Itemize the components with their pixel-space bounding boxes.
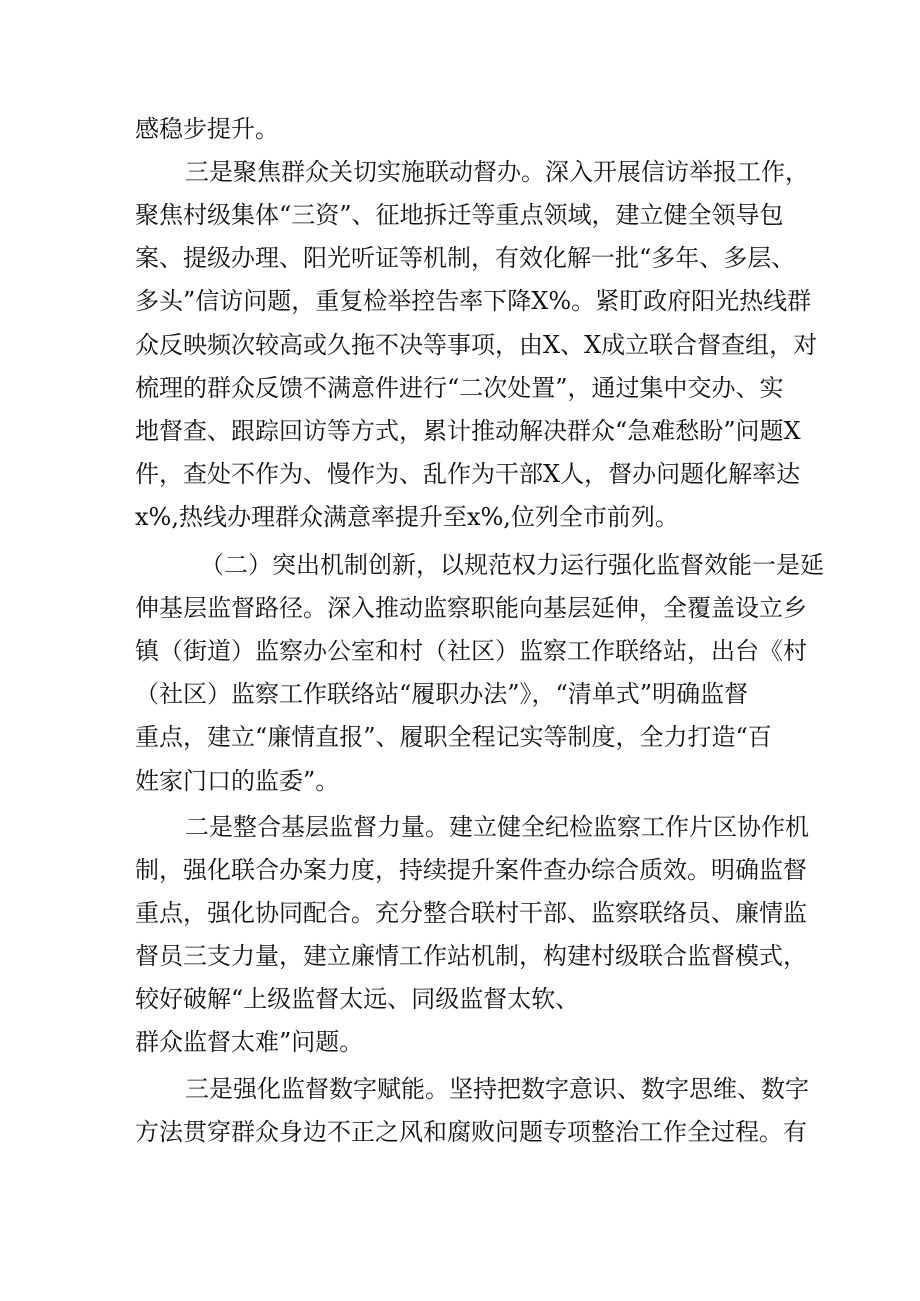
text-line: 较好破解“上级监督太远、同级监督太软、 [135, 985, 580, 1013]
text-line: （二）突出机制创新，以规范权力运行强化监督效能一是延 [200, 551, 824, 579]
text-line: 聚焦村级集体“三资”、征地拆迁等重点领域，建立健全领导包 [135, 201, 784, 229]
text-line: 督员三支力量，建立廉情工作站机制，构建村级联合监督模式， [135, 942, 807, 970]
text-line: 姓家门口的监委”。 [135, 767, 340, 795]
text-line: （社区）监察工作联络站“履职办法”》，“清单式”明确监督 [135, 680, 749, 708]
text-line: 多头”信访问题，重复检举控告率下降X%。紧盯政府阳光热线群 [135, 287, 812, 315]
text-line: 镇（街道）监察办公室和村（社区）监察工作联络站，出台《村 [135, 637, 807, 665]
text-line: 伸基层监督路径。深入推动监察职能向基层延伸，全覆盖设立乡 [135, 594, 807, 622]
text-line: 群众监督太难”问题。 [135, 1028, 364, 1056]
text-line: 众反映频次较高或久拖不决等事项，由X、X成立联合督查组，对 [135, 331, 818, 359]
text-line: 方法贯穿群众身边不正之风和腐败问题专项整治工作全过程。有 [135, 1118, 807, 1146]
text-line: 二是整合基层监督力量。建立健全纪检监察工作片区协作机 [185, 813, 809, 841]
text-line: 重点，强化协同配合。充分整合联村干部、监察联络员、廉情监 [135, 899, 807, 927]
text-line: 三是强化监督数字赋能。坚持把数字意识、数字思维、数字 [185, 1075, 809, 1103]
text-line: 件，查处不作为、慢作为、乱作为干部X人，督办问题化解率达 [135, 460, 801, 488]
text-line: 地督查、跟踪回访等方式，累计推动解决群众“急难愁盼”问题X [135, 417, 801, 445]
text-line: 梳理的群众反馈不满意件进行“二次处置”，通过集中交办、实 [135, 374, 784, 402]
text-line: 三是聚焦群众关切实施联动督办。深入开展信访举报工作， [185, 158, 809, 186]
text-line: 感稳步提升。 [135, 115, 279, 143]
text-line: 案、提级办理、阳光听证等机制，有效化解一批“多年、多层、 [135, 244, 796, 272]
text-line: 制，强化联合办案力度，持续提升案件查办综合质效。明确监督 [135, 856, 807, 884]
text-line: 重点，建立“廉情直报”、履职全程记实等制度，全力打造“百 [135, 723, 772, 751]
text-line: x%,热线办理群众满意率提升至x%,位列全市前列。 [135, 503, 679, 531]
